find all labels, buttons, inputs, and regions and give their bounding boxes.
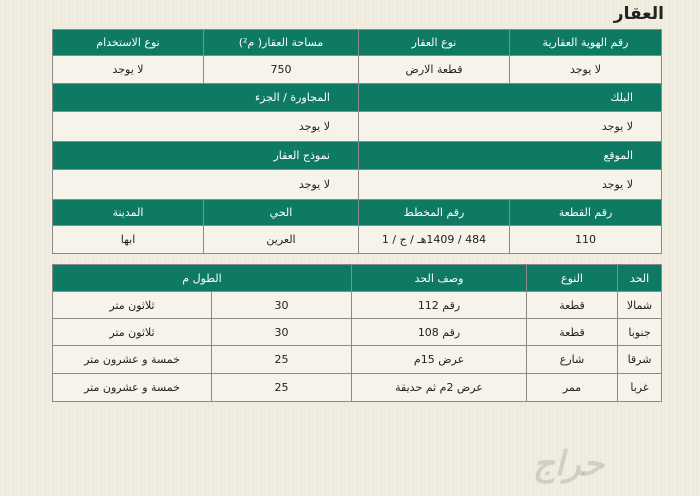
value-cell: ابها xyxy=(53,226,204,254)
page-title: العقار xyxy=(613,4,664,24)
table-row xyxy=(53,84,662,112)
boundary-desc: رقم 112 xyxy=(352,292,527,319)
header-cell: رقم المخطط xyxy=(359,200,510,226)
table-row xyxy=(53,112,662,142)
header-cell: مساحة العقار( م²) xyxy=(204,30,359,56)
boundary-side: جنوبا xyxy=(618,319,662,346)
boundary-side: شمالا xyxy=(618,292,662,319)
table-row xyxy=(53,265,662,292)
boundary-desc: رقم 108 xyxy=(352,319,527,346)
boundary-side: غربا xyxy=(618,374,662,402)
location-label: الموقع xyxy=(359,142,662,170)
header-cell: الحد xyxy=(618,265,662,292)
header-cell: وصف الحد xyxy=(352,265,527,292)
table-row xyxy=(53,374,662,402)
boundary-type: قطعة xyxy=(527,319,618,346)
value-cell: 110 xyxy=(510,226,662,254)
header-cell: الحي xyxy=(204,200,359,226)
table-row xyxy=(53,346,662,374)
table-row xyxy=(53,56,662,84)
location-value: لا يوجد xyxy=(359,170,662,200)
header-cell: النوع xyxy=(527,265,618,292)
watermark-logo: حراج xyxy=(532,444,604,484)
boundary-desc: عرض 2م ثم حديقة xyxy=(352,374,527,402)
boundary-length: 30 xyxy=(212,292,352,319)
value-cell: 750 xyxy=(204,56,359,84)
boundary-desc: عرض 15م xyxy=(352,346,527,374)
header-cell: رقم القطعة xyxy=(510,200,662,226)
value-cell: قطعة الارض xyxy=(359,56,510,84)
neighbor-label: المجاورة / الجزء xyxy=(53,84,359,112)
boundary-type: ممر xyxy=(527,374,618,402)
header-cell: الطول م xyxy=(53,265,352,292)
boundary-length: 25 xyxy=(212,374,352,402)
boundary-type: قطعة xyxy=(527,292,618,319)
table-row xyxy=(53,292,662,319)
table-row xyxy=(53,319,662,346)
boundary-length-text: ثلاثون متر xyxy=(53,292,212,319)
boundary-length-text: ثلاثون متر xyxy=(53,319,212,346)
table-row xyxy=(53,200,662,226)
boundary-length-text: خمسة و عشرون متر xyxy=(53,374,212,402)
boundaries-table xyxy=(52,264,662,402)
table-row xyxy=(53,142,662,170)
block-value: لا يوجد xyxy=(359,112,662,142)
table-row xyxy=(53,226,662,254)
boundary-type: شارع xyxy=(527,346,618,374)
boundary-length: 25 xyxy=(212,346,352,374)
neighbor-value: لا يوجد xyxy=(53,112,359,142)
block-label: البلك xyxy=(359,84,662,112)
table-row xyxy=(53,170,662,200)
value-cell: 484 / 1409هـ / ج / 1 xyxy=(359,226,510,254)
property-table xyxy=(52,29,662,254)
boundary-length: 30 xyxy=(212,319,352,346)
model-label: نموذج العقار xyxy=(53,142,359,170)
value-cell: لا يوجد xyxy=(53,56,204,84)
value-cell: العرين xyxy=(204,226,359,254)
boundary-side: شرقا xyxy=(618,346,662,374)
value-cell: لا يوجد xyxy=(510,56,662,84)
header-cell: المدينة xyxy=(53,200,204,226)
boundary-length-text: خمسة و عشرون متر xyxy=(53,346,212,374)
model-value: لا يوجد xyxy=(53,170,359,200)
table-row xyxy=(53,30,662,56)
header-cell: نوع الاستخدام xyxy=(53,30,204,56)
header-cell: نوع العقار xyxy=(359,30,510,56)
header-cell: رقم الهوية العقارية xyxy=(510,30,662,56)
